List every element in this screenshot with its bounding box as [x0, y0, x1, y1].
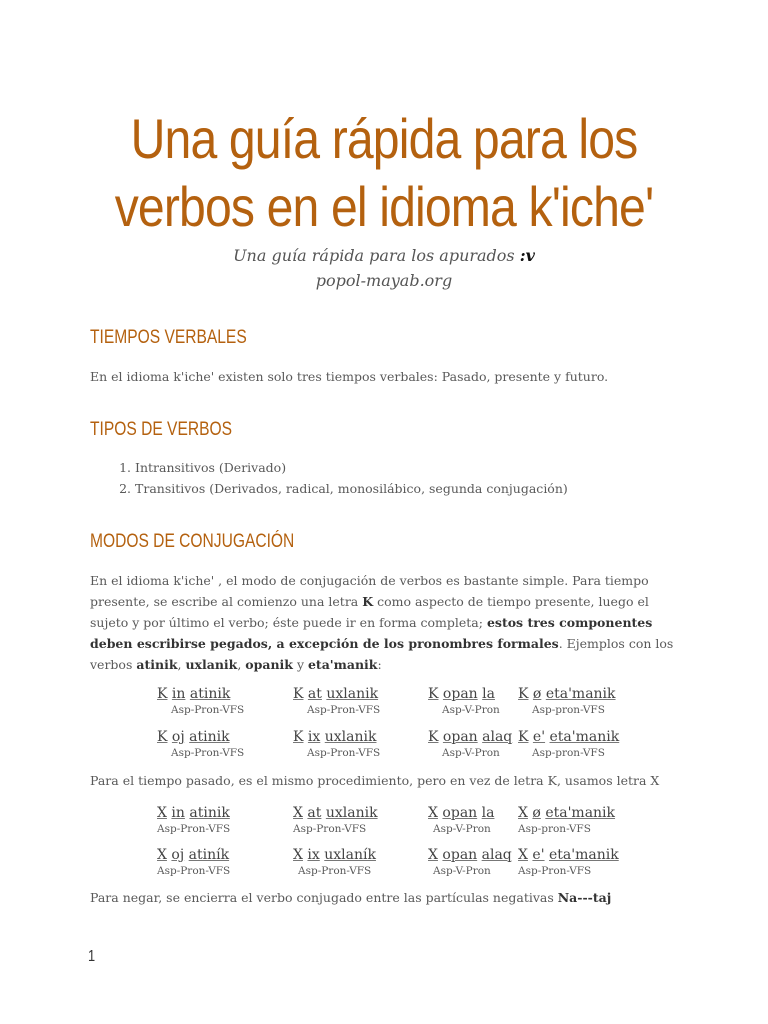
verb-part: atiník [188, 847, 230, 863]
list-item: 2. Transitivos (Derivados, radical, monosilábico, segunda conjugación) [135, 478, 735, 499]
verb-part: eta'manik [549, 847, 619, 863]
aspect-marker: K [293, 729, 304, 745]
pronoun-part: in [171, 805, 185, 821]
aspect-marker: X [428, 805, 438, 821]
aspect-marker: X [518, 805, 528, 821]
list-item: 1. Intransitivos (Derivado) [135, 457, 735, 478]
aspect-marker: K [428, 729, 439, 745]
verb-part: uxlaník [324, 847, 376, 863]
pronoun-part: opan [442, 805, 478, 821]
pronoun-part: at [307, 686, 322, 702]
subtitle-text: Una guía rápida para los apurados [233, 246, 515, 265]
aspect-marker: X [518, 847, 528, 863]
verb-part: alaq [482, 729, 513, 745]
verb-part: la [482, 686, 495, 702]
aspect-marker: K [518, 729, 529, 745]
conjugated-verb [518, 847, 619, 863]
heading-modos-de-conjugacion: MODOS DE CONJUGACIÓN [90, 531, 295, 552]
conjugated-verb [293, 805, 378, 821]
morpheme-gloss: Asp-V-Pron [442, 747, 500, 759]
conjugated-verb [518, 729, 619, 745]
morpheme-gloss: Asp-V-Pron [442, 704, 500, 716]
aspect-marker: K [157, 729, 168, 745]
morpheme-gloss: Asp-pron-VFS [532, 747, 605, 759]
pronoun-part: in [171, 686, 186, 702]
text-run: En el idioma k'iche' , el modo de conjugación de verbos es bastante simple. Para tiempo presente, se escribe al comienzo una letra [90, 573, 649, 609]
conjugated-verb [157, 805, 230, 821]
conjugated-verb [518, 805, 615, 821]
aspect-marker: X [428, 847, 438, 863]
conjugated-verb [428, 805, 494, 821]
subtitle-emoticon: :v [519, 246, 535, 265]
morpheme-gloss: Asp-Pron-VFS [171, 747, 245, 759]
text-run: : [377, 657, 382, 672]
conjugated-verb [157, 847, 229, 863]
verb-part: uxlanik [325, 805, 378, 821]
conjugated-verb [293, 847, 376, 863]
aspect-marker: K [293, 686, 304, 702]
morpheme-gloss: Asp-Pron-VFS [307, 747, 381, 759]
text-run: , [177, 657, 186, 672]
morpheme-gloss: Asp-Pron-VFS [307, 704, 381, 716]
aspect-marker: K [428, 686, 439, 702]
aspect-marker: X [157, 847, 167, 863]
site-name: popol-mayab.org [315, 271, 453, 290]
morpheme-gloss: Asp-pron-VFS [532, 704, 605, 716]
morpheme-gloss: Asp-Pron-VFS [298, 865, 372, 877]
morpheme-gloss: Asp-pron-VFS [518, 823, 591, 835]
text-run: y [292, 657, 308, 672]
conjugated-verb [518, 686, 616, 702]
pronoun-part: opan [442, 847, 478, 863]
aspect-marker: X [157, 805, 167, 821]
pronoun-part: ø [532, 686, 542, 702]
verb-part: uxlanik [326, 686, 379, 702]
bold-letter-k: K [362, 594, 374, 609]
document-title [88, 105, 680, 241]
title-line-1: Una guía rápida para los [130, 107, 638, 170]
aspect-marker: K [518, 686, 529, 702]
pronoun-part: e' [532, 729, 546, 745]
morpheme-gloss: Asp-Pron-VFS [157, 865, 231, 877]
pronoun-part: ø [532, 805, 541, 821]
paragraph-modos [90, 570, 680, 675]
morpheme-gloss: Asp-V-Pron [433, 865, 491, 877]
verb-etamanik: eta'manik [307, 657, 378, 672]
conjugated-verb [157, 686, 230, 702]
pronoun-part: opan [442, 686, 478, 702]
bold-emphasis: estos tres componentes deben escribirse pegados, a excepción de los pronombres formales [90, 615, 653, 651]
morpheme-gloss: Asp-V-Pron [433, 823, 491, 835]
morpheme-gloss: Asp-Pron-VFS [293, 823, 367, 835]
pronoun-part: oj [171, 729, 185, 745]
paragraph-pasado: Para el tiempo pasado, es el mismo procedimiento, pero en vez de letra K, usamos letra X [90, 773, 660, 788]
heading-tipos-de-verbos: TIPOS DE VERBOS [90, 419, 232, 440]
pronoun-part: at [307, 805, 322, 821]
verb-part: eta'manik [549, 729, 620, 745]
verb-part: atinik [189, 686, 231, 702]
heading-tiempos-verbales: TIEMPOS VERBALES [90, 327, 247, 348]
morpheme-gloss: Asp-Pron-VFS [518, 865, 592, 877]
morpheme-gloss: Asp-Pron-VFS [171, 704, 245, 716]
verb-part: atinik [189, 805, 230, 821]
paragraph-negacion [90, 887, 680, 908]
verb-part: atinik [189, 729, 230, 745]
pronoun-part: e' [532, 847, 545, 863]
morpheme-gloss: Asp-Pron-VFS [157, 823, 231, 835]
conjugated-verb [428, 729, 512, 745]
paragraph-tiempos: En el idioma k'iche' existen solo tres tiempos verbales: Pasado, presente y futuro. [90, 369, 609, 384]
aspect-marker: X [293, 847, 303, 863]
verb-part: eta'manik [545, 686, 616, 702]
conjugated-verb [293, 729, 376, 745]
text-run: como aspecto de tiempo presente, luego el sujeto y por último el verbo; éste puede ir en forma completa; [90, 594, 649, 630]
verb-part: uxlanik [324, 729, 377, 745]
conjugated-verb [157, 729, 230, 745]
verb-part: la [481, 805, 495, 821]
conjugated-verb [428, 686, 495, 702]
conjugated-verb [293, 686, 378, 702]
verb-part: alaq [481, 847, 512, 863]
verb-atinik: atinik [136, 657, 178, 672]
pronoun-part: ix [307, 847, 320, 863]
text-run: . Ejemplos con los verbos [90, 636, 674, 672]
page-number: 1 [88, 948, 96, 965]
verb-opanik: opanik [245, 657, 293, 672]
negation-particles: Na---taj [557, 890, 612, 905]
pronoun-part: ix [307, 729, 321, 745]
subtitle [0, 243, 768, 293]
verb-part: eta'manik [545, 805, 616, 821]
text-run: , [237, 657, 246, 672]
verb-types-list [90, 457, 735, 499]
aspect-marker: X [293, 805, 303, 821]
pronoun-part: oj [171, 847, 185, 863]
conjugated-verb [428, 847, 512, 863]
aspect-marker: K [157, 686, 168, 702]
pronoun-part: opan [442, 729, 478, 745]
verb-uxlanik: uxlanik [185, 657, 238, 672]
title-line-2: verbos en el idioma k'iche' [114, 175, 654, 238]
text-run: Para negar, se encierra el verbo conjugado entre las partículas negativas [90, 890, 558, 905]
